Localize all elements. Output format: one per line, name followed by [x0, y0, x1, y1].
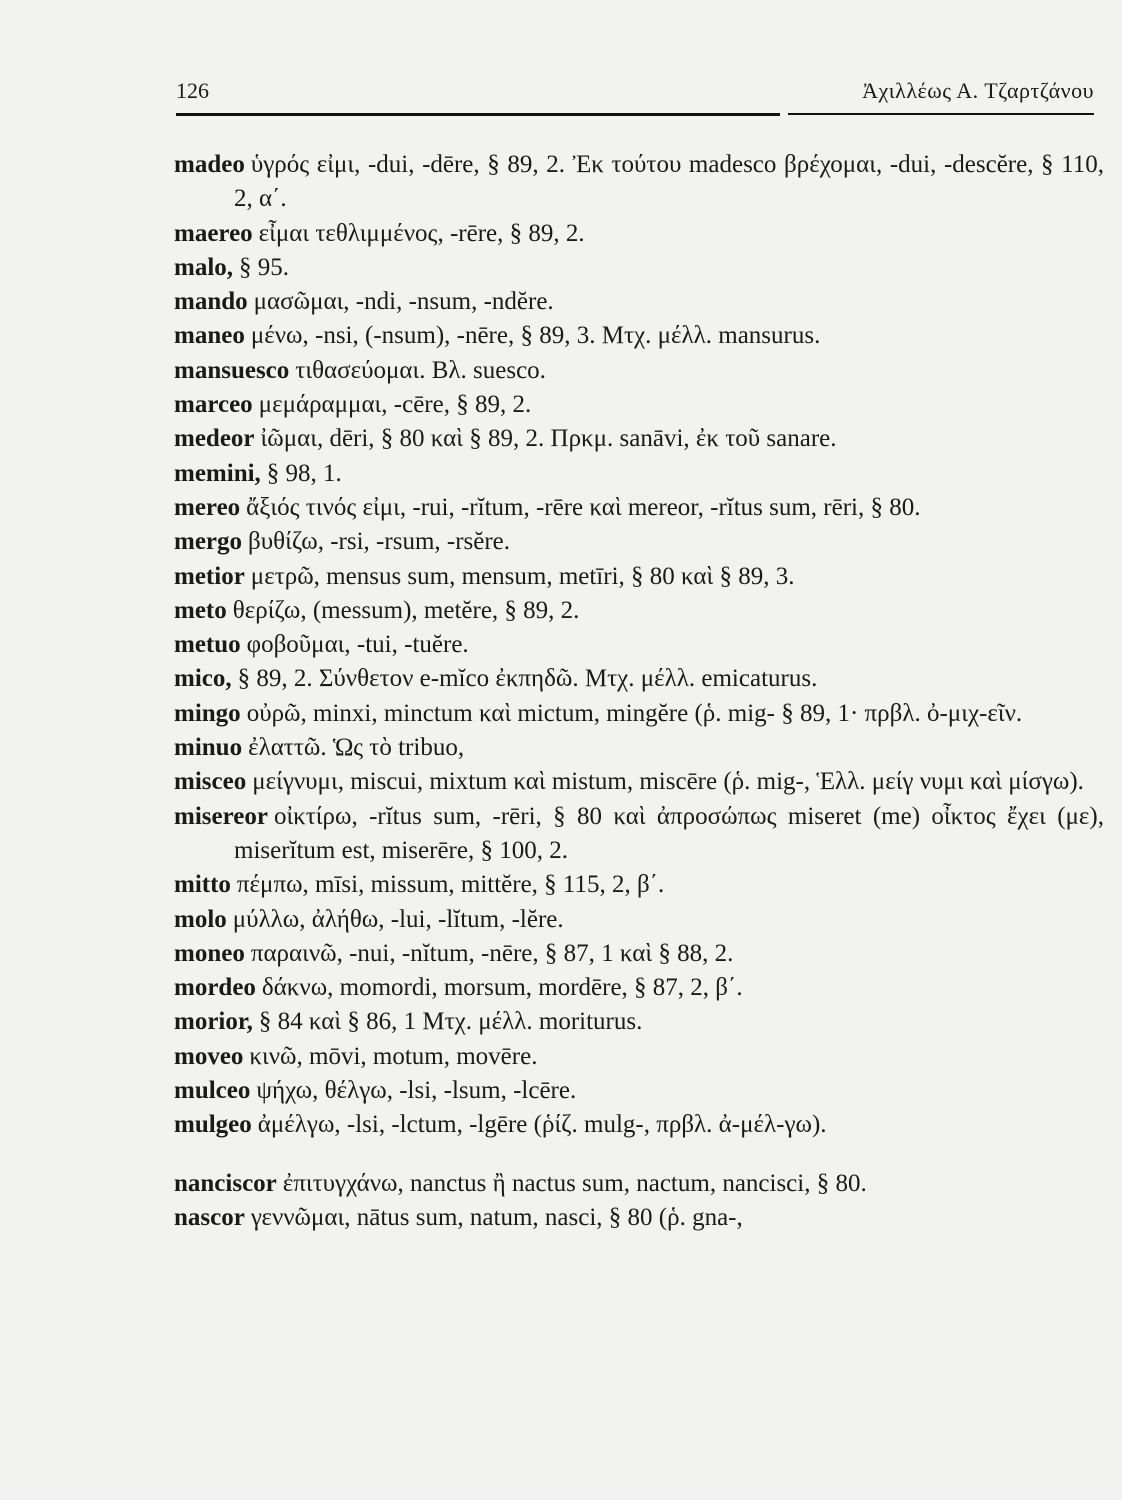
- headword: maereo: [174, 219, 253, 247]
- running-title: Ἀχιλλέως Α. Τζαρτζάνου: [862, 78, 1094, 103]
- definition: § 95.: [239, 253, 290, 281]
- definition: § 98, 1.: [266, 459, 342, 487]
- dictionary-entry: [174, 560, 1104, 594]
- headword: meto: [174, 596, 227, 624]
- definition: μασῶμαι, -ndi, -nsum, -ndĕre.: [253, 288, 554, 316]
- definition: γεννῶμαι, nātus sum, natum, nasci, § 80 (ῥ. gna-,: [250, 1203, 743, 1231]
- dictionary-entry: [174, 217, 1104, 251]
- definition: τιθασεύομαι. Βλ. suesco.: [295, 356, 546, 384]
- dictionary-entry: [174, 903, 1104, 937]
- dictionary-entry: [174, 148, 1104, 217]
- header-rule-thick: [176, 113, 780, 116]
- headword: mulceo: [174, 1077, 251, 1105]
- dictionary-entry: [174, 354, 1104, 388]
- headword: marceo: [174, 391, 253, 419]
- definition: μείγνυμι, miscui, mixtum καὶ mistum, miscēre (ῥ. mig-, Ἑλλ. μείγ νυμι καὶ μίσγω).: [252, 768, 1084, 796]
- definition: βυθίζω, -rsi, -rsum, -rsĕre.: [248, 528, 511, 556]
- headword: metior: [174, 562, 245, 590]
- page-header: [176, 78, 1094, 118]
- headword: mansuesco: [174, 356, 290, 384]
- dictionary-entry: [174, 697, 1104, 731]
- definition: ψήχω, θέλγω, -lsi, -lsum, -lcēre.: [256, 1077, 577, 1105]
- dictionary-entry: [174, 628, 1104, 662]
- headword: maneo: [174, 322, 245, 350]
- headword: minuo: [174, 734, 243, 762]
- dictionary-entry: [174, 422, 1104, 456]
- headword: malo,: [174, 253, 234, 281]
- headword: mereo: [174, 493, 241, 521]
- dictionary-entry: [174, 937, 1104, 971]
- headword: nanciscor: [174, 1169, 277, 1197]
- definition: παραινῶ, -nui, -nĭtum, -nēre, § 87, 1 καὶ § 88, 2.: [250, 939, 734, 967]
- dictionary-entry: [174, 285, 1104, 319]
- definition: μετρῶ, mensus sum, mensum, metīri, § 80 καὶ § 89, 3.: [250, 562, 795, 590]
- dictionary-entry: [174, 765, 1104, 799]
- dictionary-entry: [174, 594, 1104, 628]
- definition: ἐπιτυγχάνω, nanctus ἢ nactus sum, nactum, nancisci, § 80.: [282, 1169, 867, 1197]
- dictionary-entries: [174, 148, 1104, 1235]
- dictionary-entry: [174, 319, 1104, 353]
- dictionary-entry: [174, 525, 1104, 559]
- headword: madeo: [174, 151, 245, 178]
- definition: μύλλω, ἀλήθω, -lui, -lĭtum, -lĕre.: [232, 905, 564, 933]
- definition: οἰκτίρω, -rĭtus sum, -rēri, § 80 καὶ ἀπροσώπως miseret (me) οἶκτος ἔχει (με), miserĭtum est, miserēre, § 100, 2.: [234, 802, 1104, 864]
- headword: memini,: [174, 459, 261, 487]
- headword: mingo: [174, 699, 241, 727]
- dictionary-entry: [174, 1167, 1104, 1201]
- headword: mulgeo: [174, 1111, 252, 1139]
- headword: nascor: [174, 1203, 245, 1231]
- definition: § 89, 2. Σύνθετον e-mĭco ἐκπηδῶ. Μτχ. μέλλ. emicaturus.: [237, 665, 818, 693]
- definition: δάκνω, momordi, morsum, mordēre, § 87, 2, β΄.: [261, 974, 743, 1002]
- definition: πέμπω, mīsi, missum, mittĕre, § 115, 2, β΄.: [236, 871, 665, 899]
- dictionary-entry: [174, 1108, 1104, 1142]
- definition: ἀμέλγω, -lsi, -lctum, -lgēre (ῥίζ. mulg-, πρβλ. ἀ-μέλ-γω).: [257, 1111, 827, 1139]
- definition: ἄξιός τινός εἰμι, -rui, -rĭtum, -rēre καὶ mereor, -rĭtus sum, rēri, § 80.: [246, 493, 921, 521]
- definition: μένω, -nsi, (-nsum), -nēre, § 89, 3. Μτχ. μέλλ. mansurus.: [250, 322, 821, 350]
- dictionary-entry: [174, 457, 1104, 491]
- headword: mordeo: [174, 974, 256, 1002]
- headword: medeor: [174, 425, 255, 453]
- headword: mico,: [174, 665, 232, 693]
- headword: metuo: [174, 631, 241, 659]
- dictionary-entry: [174, 1201, 1104, 1235]
- definition: μεμάραμμαι, -cēre, § 89, 2.: [258, 391, 532, 419]
- definition: φοβοῦμαι, -tui, -tuĕre.: [246, 631, 469, 659]
- dictionary-entry: [174, 491, 1104, 525]
- headword: molo: [174, 905, 227, 933]
- headword: misceo: [174, 768, 247, 796]
- header-rule-thin: [788, 113, 1094, 115]
- headword: moneo: [174, 939, 245, 967]
- headword: mitto: [174, 871, 231, 899]
- dictionary-entry: [174, 971, 1104, 1005]
- headword: mergo: [174, 528, 243, 556]
- headword: moveo: [174, 1042, 244, 1070]
- dictionary-entry: [174, 731, 1104, 765]
- definition: οὐρῶ, minxi, minctum καὶ mictum, mingĕre (ῥ. mig- § 89, 1· πρβλ. ὀ-μιχ-εῖν.: [246, 699, 1023, 727]
- page-number: 126: [176, 78, 209, 103]
- dictionary-entry: [174, 662, 1104, 696]
- definition: § 84 καὶ § 86, 1 Μτχ. μέλλ. moriturus.: [258, 1008, 643, 1036]
- dictionary-entry: [174, 388, 1104, 422]
- definition: θερίζω, (messum), metĕre, § 89, 2.: [232, 596, 580, 624]
- dictionary-entry: [174, 1040, 1104, 1074]
- dictionary-entry: [174, 868, 1104, 902]
- dictionary-entry: [174, 251, 1104, 285]
- dictionary-entry: [174, 800, 1104, 869]
- dictionary-entry: [174, 1005, 1104, 1039]
- definition: ἐλαττῶ. Ὡς τὸ tribuo,: [248, 734, 465, 762]
- definition: ὑγρός εἰμι, -dui, -dēre, § 89, 2. Ἐκ τούτου madesco βρέχομαι, -dui, -descĕre, § 110, 2, α΄.: [234, 151, 1104, 213]
- definition: ἰῶμαι, dēri, § 80 καὶ § 89, 2. Πρκμ. sanāvi, ἐκ τοῦ sanare.: [260, 425, 837, 453]
- headword: morior,: [174, 1008, 253, 1036]
- definition: εἶμαι τεθλιμμένος, -rēre, § 89, 2.: [258, 219, 585, 247]
- headword: misereor: [174, 802, 268, 830]
- headword: mando: [174, 288, 248, 316]
- definition: κινῶ, mōvi, motum, movēre.: [249, 1042, 538, 1070]
- dictionary-entry: [174, 1074, 1104, 1108]
